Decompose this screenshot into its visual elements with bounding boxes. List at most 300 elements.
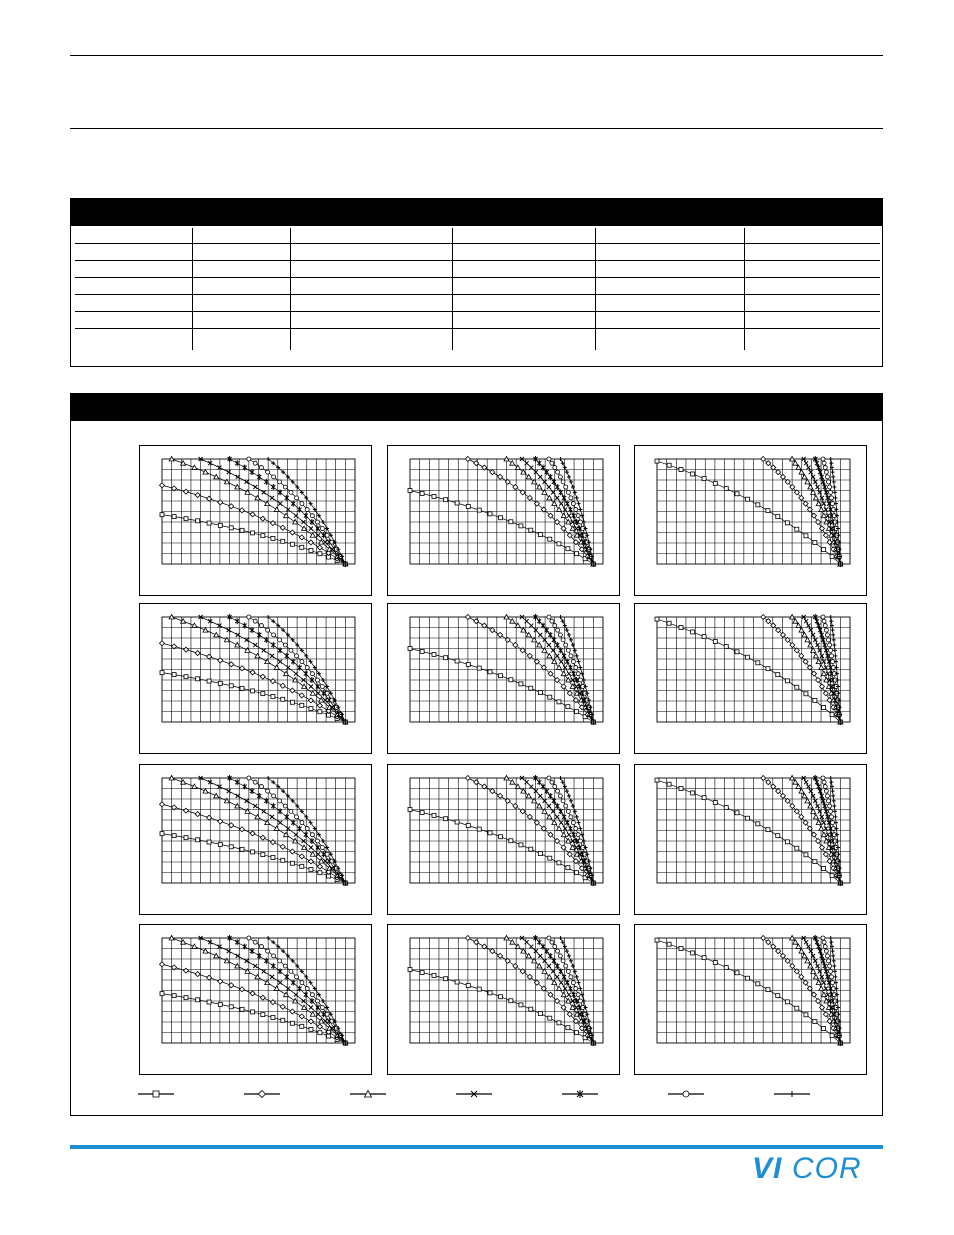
series-point-square [160,671,164,675]
series-point-square [207,679,211,683]
series-point-asterisk [304,671,308,677]
series-point-asterisk [821,637,825,643]
series-point-plus [833,815,837,819]
derating-chart [387,924,620,1075]
series-point-circle [320,1006,324,1010]
legend-item-square [136,1084,176,1104]
series-point-circle [325,852,329,856]
legend-item-asterisk [560,1084,600,1104]
series-point-square [667,782,671,786]
series-point-circle [278,480,282,484]
series-point-diamond [823,1012,828,1017]
series-point-triangle [265,501,270,506]
series-point-x [245,959,249,963]
series-point-circle [827,799,831,803]
derating-chart [634,603,867,754]
series-point-x [529,785,533,789]
series-point-diamond [160,962,165,967]
series-point-circle [247,776,251,780]
series-point-square [218,842,222,846]
chart-grid-lines [410,778,603,883]
table-cell [291,228,453,243]
series-point-asterisk [537,779,541,785]
series-point-circle [295,496,299,500]
series-point-asterisk [537,939,541,945]
series-point-asterisk [304,992,308,998]
series-point-square [804,1013,808,1017]
series-point-plus [321,520,325,524]
series-point-square [184,675,188,679]
series-point-square [207,521,211,525]
chart-legend [130,1084,830,1104]
series-point-plus [325,846,329,850]
table-cell [596,312,745,328]
series-point-asterisk [541,944,545,950]
series-point-square [529,528,533,532]
series-point-square [691,951,695,955]
series-point-square [548,695,552,699]
table-cell [745,244,880,260]
series-point-x [822,502,826,506]
series-point-square [529,847,533,851]
series-point-square [251,1010,255,1014]
series-point-square [318,710,322,714]
series-point-triangle [255,495,260,500]
series-point-asterisk [821,479,825,485]
table-cell [193,329,291,350]
series-point-diamond [195,972,200,977]
series-point-diamond [823,852,828,857]
series-point-diamond [803,501,808,506]
series-point-plus [831,789,835,793]
series-point-plus [569,799,573,803]
series-point-diamond [195,651,200,656]
series-point-plus [565,789,569,793]
series-point-triangle [284,671,289,676]
series-point-asterisk [285,814,289,820]
derating-chart [387,764,620,915]
series-point-circle [300,821,304,825]
series-point-x [809,789,813,793]
series-point-circle [272,794,276,798]
series-point-triangle [821,992,826,997]
series-point-circle [569,975,573,979]
series-point-asterisk [291,659,295,665]
chart-plot [388,446,621,597]
series-point-x [806,466,810,470]
series-point-plus [829,940,833,944]
series-point-square [776,673,780,677]
series-point-square [196,519,200,523]
series-point-square [575,1031,579,1035]
series-point-square [804,853,808,857]
series-point-plus [578,666,582,670]
series-point-square [281,1018,285,1022]
series-point-plus [831,949,835,953]
series-point-circle [550,461,554,465]
series-point-circle [320,527,324,531]
series-point-plus [577,502,581,506]
series-point-plus [565,470,569,474]
series-point-diamond [490,789,495,794]
series-point-x [813,638,817,642]
series-point-plus [329,691,333,695]
series-point-diamond [270,679,275,684]
series-point-asterisk [823,484,827,490]
series-point-asterisk [548,474,552,480]
series-point-diamond [811,992,816,997]
series-point-diamond [183,808,188,813]
series-point-x [813,959,817,963]
series-point-square [300,864,304,868]
series-point-x [543,959,547,963]
series-point-asterisk [278,808,282,814]
series-point-triangle [255,974,260,979]
series-point-plus [317,514,321,518]
series-point-x [529,945,533,949]
series-point-plus [559,776,563,780]
series-point-circle [825,475,829,479]
series-point-circle [825,954,829,958]
series-point-plus [832,480,836,484]
series-point-circle [553,466,557,470]
series-point-square [830,713,834,717]
series-point-diamond [280,683,285,688]
derating-chart [139,764,372,915]
series-point-x [534,949,538,953]
series-point-diamond [513,643,518,648]
series-point-circle [295,654,299,658]
series-point-circle [305,508,309,512]
series-point-square [196,677,200,681]
series-point-asterisk [271,642,275,648]
series-point-square [724,806,728,810]
series-point-square [575,552,579,556]
series-point-plus [559,936,563,940]
series-point-circle [283,804,287,808]
chart-plot [635,765,868,916]
series-point-square [309,867,313,871]
series-point-square [813,699,817,703]
table-cell [596,295,745,311]
series-point-triangle [813,814,818,819]
series-point-diamond [195,812,200,817]
series-point-circle [315,839,319,843]
series-point-square [795,846,799,850]
series-point-circle [550,940,554,944]
series-point-x [534,789,538,793]
series-point-asterisk [257,793,261,799]
series-point-asterisk [559,968,563,974]
series-point-asterisk [298,665,302,671]
series-point-square [548,537,552,541]
series-point-plus [829,615,833,619]
series-point-asterisk [824,968,828,974]
series-point-x [245,638,249,642]
series-point-x [820,975,824,979]
series-point-plus [317,993,321,997]
series-point-triangle [808,643,813,648]
series-point-asterisk [548,632,552,638]
table-cell [745,329,880,350]
series-point-asterisk [264,479,268,485]
series-point-asterisk [250,627,254,633]
series-point-square [509,678,513,682]
series-point-triangle [203,949,208,954]
series-point-circle [315,999,319,1003]
series-point-circle [571,502,575,506]
series-point-circle [253,461,257,465]
table-heading-bar [70,198,883,226]
series-point-asterisk [826,814,830,820]
series-point-square [795,1006,799,1010]
series-point-triangle [284,832,289,837]
series-point-asterisk [278,647,282,653]
series-point-square [702,635,706,639]
derating-chart [139,603,372,754]
series-point-circle [325,691,329,695]
table-row [75,329,880,350]
table-row [75,295,880,312]
table-cell [453,261,596,277]
series-point-plus [834,981,838,985]
series-point-triangle [802,474,807,479]
table-cell [75,312,193,328]
series-point-square [813,1020,817,1024]
series-point-plus [829,619,833,623]
table-cell [453,244,596,260]
series-point-circle [566,809,570,813]
series-point-asterisk [264,798,268,804]
series-point-plus [563,785,567,789]
series-point-square [655,617,659,621]
series-point-circle [825,794,829,798]
figure-heading-bar [70,393,883,421]
series-point-x [563,508,567,512]
chart-plot [140,765,373,916]
series-point-square [499,995,503,999]
series-point-plus [329,533,333,537]
series-point-circle [556,949,560,953]
series-point-square [408,968,412,972]
series-point-asterisk [285,653,289,659]
series-point-circle [569,815,573,819]
series-point-asterisk [552,479,556,485]
series-point-square [240,1007,244,1011]
series-point-diamond [308,859,313,864]
series-point-circle [821,457,825,461]
series-point-square [724,966,728,970]
series-point-diamond [317,864,322,869]
series-point-asterisk [572,832,576,838]
chart-plot [635,446,868,597]
series-point-diamond [270,840,275,845]
series-point-square [420,810,424,814]
series-point-triangle [192,465,197,470]
chart-grid-lines [162,459,355,564]
series-point-circle [289,648,293,652]
series-point-asterisk [235,460,239,466]
series-point-circle [827,959,831,963]
series-point-square [420,491,424,495]
series-point-asterisk [572,992,576,998]
series-point-square [466,662,470,666]
series-point-square [785,840,789,844]
series-point-x [253,964,257,968]
table-cell [453,278,596,294]
series-point-diamond [811,513,816,518]
series-point-triangle [796,944,801,949]
series-point-x [525,619,529,623]
series-point-x [813,799,817,803]
table-cell [453,295,596,311]
table-cell [745,312,880,328]
series-point-asterisk [568,507,572,513]
series-point-square [679,467,683,471]
series-point-circle [558,633,562,637]
series-point-x [262,648,266,652]
series-point-plus [573,969,577,973]
series-point-square [756,982,760,986]
series-point-asterisk [537,618,541,624]
series-point-square [261,1013,265,1017]
series-point-circle [550,780,554,784]
series-point-diamond [820,526,825,531]
series-point-triangle [799,628,804,633]
series-point-square [172,994,176,998]
series-point-square [477,827,481,831]
series-point-square [488,670,492,674]
series-point-square [529,686,533,690]
series-point-circle [259,624,263,628]
section-rule [70,128,883,129]
series-point-plus [833,654,837,658]
series-point-x [253,643,257,647]
series-point-square [575,710,579,714]
series-point-diamond [160,483,165,488]
series-point-plus [577,821,581,825]
series-point-triangle [214,632,219,637]
series-point-circle [283,964,287,968]
series-point-asterisk [568,986,572,992]
series-point-asterisk [291,980,295,986]
series-point-asterisk [271,484,275,490]
series-point-x [822,821,826,825]
series-point-square [444,977,448,981]
series-point-circle [553,945,557,949]
series-point-x [543,480,547,484]
series-point-circle [561,480,565,484]
legend-item-circle [666,1084,706,1104]
series-point-square [830,1034,834,1038]
series-point-diamond [498,632,503,637]
series-point-square [432,973,436,977]
series-point-x [529,624,533,628]
series-point-square [813,860,817,864]
series-point-square [529,1007,533,1011]
series-point-circle [561,799,565,803]
series-point-plus [832,799,836,803]
series-point-plus [567,794,571,798]
series-point-plus [578,987,582,991]
series-point-square [432,813,436,817]
series-point-asterisk [568,665,572,671]
series-point-circle [547,936,551,940]
series-point-x [806,945,810,949]
series-point-square [455,980,459,984]
series-point-asterisk [235,779,239,785]
series-point-triangle [819,507,824,512]
series-point-square [444,817,448,821]
series-point-asterisk [278,968,282,974]
series-point-circle [564,485,568,489]
series-point-asterisk [257,953,261,959]
series-point-plus [565,949,569,953]
series-point-x [525,780,529,784]
series-point-x [270,815,274,819]
series-point-square [251,689,255,693]
series-point-x [538,475,542,479]
series-point-diamond [498,793,503,798]
series-point-circle [829,969,833,973]
legend-item-diamond [242,1084,282,1104]
series-point-circle [266,949,270,953]
series-point-x [813,480,817,484]
series-point-square [735,492,739,496]
series-point-circle [310,993,314,997]
series-point-asterisk [562,814,566,820]
series-point-diamond [811,671,816,676]
series-point-circle [295,815,299,819]
series-point-triangle [265,659,270,664]
series-point-x [218,785,222,789]
series-point-x [316,533,320,537]
series-point-diamond [172,486,177,491]
series-point-plus [832,959,836,963]
series-point-square [713,481,717,485]
series-point-circle [556,628,560,632]
series-point-diamond [240,987,245,992]
series-point-plus [325,527,329,531]
series-point-circle [283,643,287,647]
series-point-x [816,804,820,808]
series-point-circle [289,969,293,973]
series-point-square [785,1000,789,1004]
series-point-triangle [819,986,824,991]
series-point-x [262,490,266,494]
series-point-plus [321,678,325,682]
series-point-square [172,673,176,677]
series-point-diamond [280,844,285,849]
series-point-x [286,508,290,512]
series-point-plus [569,959,573,963]
series-point-asterisk [552,637,556,643]
series-point-x [816,485,820,489]
series-point-triangle [819,665,824,670]
series-point-asterisk [298,986,302,992]
series-point-square [196,838,200,842]
series-point-asterisk [257,632,261,638]
series-point-plus [563,466,567,470]
series-point-triangle [796,784,801,789]
series-point-diamond [465,457,470,462]
table-cell [291,278,453,294]
series-point-plus [567,475,571,479]
series-point-square [548,1016,552,1020]
series-point-square [300,545,304,549]
series-point-diamond [498,953,503,958]
series-point-x [309,1006,313,1010]
